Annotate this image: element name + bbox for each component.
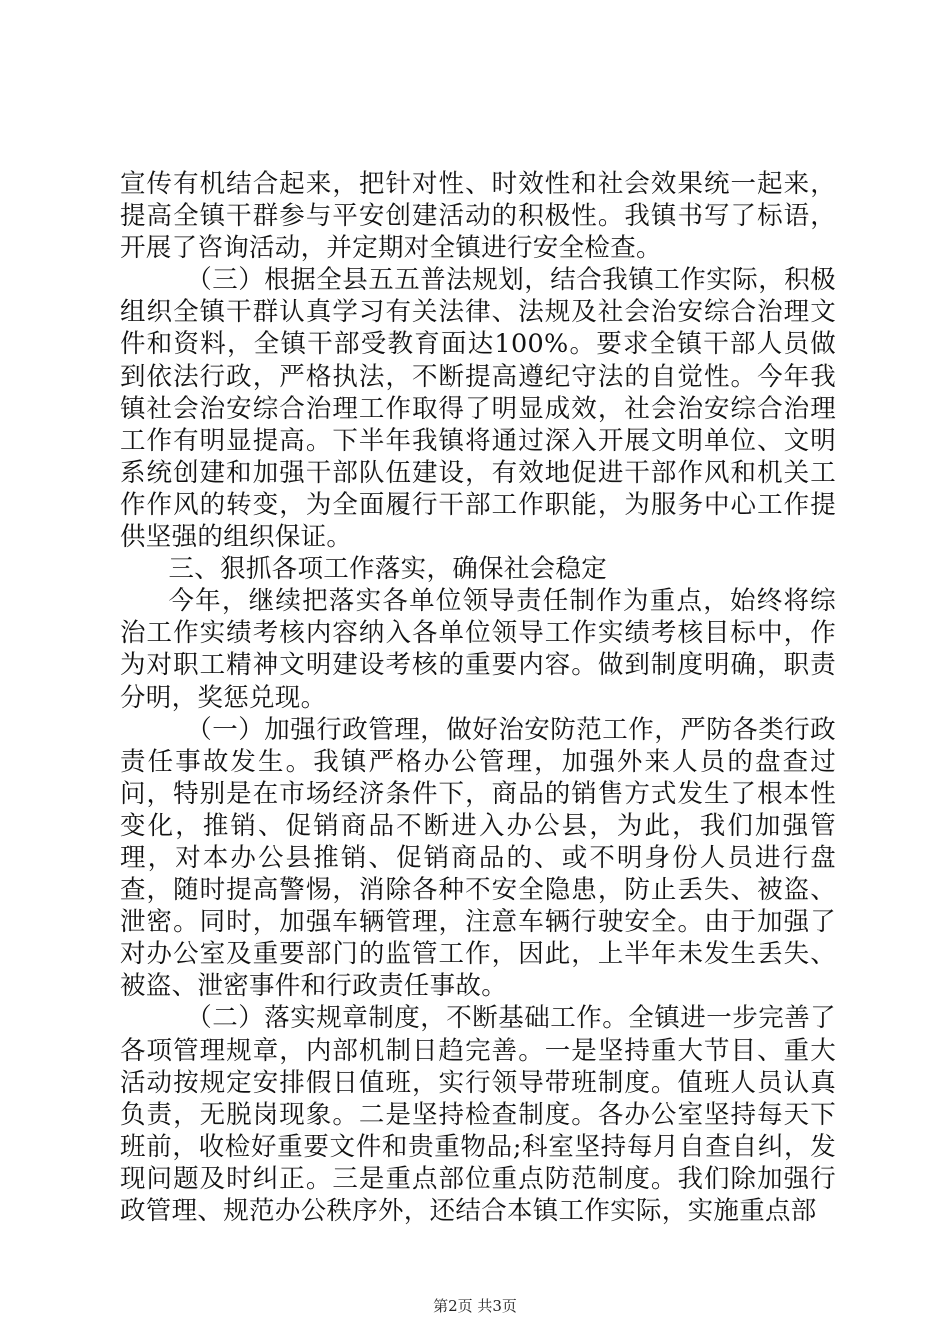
section-heading: 三、狠抓各项工作落实，确保社会稳定 bbox=[168, 554, 608, 585]
paragraph-section-2: （二）落实规章制度，不断基础工作。全镇进一步完善了各项管理规章，内部机制日趋完善。一是坚持重大节目、重大活动按规定安排假日值班，实行领导带班制度。值班人员认真负责，无脱岗现象。二是坚持检查制度。各办公室坚持每天下班前，收检好重要文件和贵重物品;科室坚持每月自查自纠，发现问题及时纠正。三是重点部位重点防范制度。我们除加强行政管理、规范办公秩序外，还结合本镇工作实际，实施重点部 bbox=[120, 1003, 836, 1226]
paragraph-section-3: （三）根据全县五五普法规划，结合我镇工作实际，积极组织全镇干群认真学习有关法律、法规及社会治安综合治理文件和资料，全镇干部受教育面达100%。要求全镇干部人员做到依法行政，严格执法，不断提高遵纪守法的自觉性。今年我镇社会治安综合治理工作取得了明显成效，社会治安综合治理工作有明显提高。下半年我镇将通过深入开展文明单位、文明系统创建和加强干部队伍建设，有效地促进干部作风和机关工作作风的转变，为全面履行干部工作职能，为服务中心工作提供坚强的组织保证。 bbox=[120, 265, 836, 553]
paragraph-section-1: （一）加强行政管理，做好治安防范工作，严防各类行政责任事故发生。我镇严格办公管理，加强外来人员的盘查过问，特别是在市场经济条件下，商品的销售方式发生了根本性变化，推销、促销商品不断进入办公县，为此，我们加强管理，对本办公县推销、促销商品的、或不明身份人员进行盘查，随时提高警惕，消除各种不安全隐患，防止丢失、被盗、泄密。同时，加强车辆管理，注意车辆行驶安全。由于加强了对办公室及重要部门的监管工作，因此，上半年未发生丢失、被盗、泄密事件和行政责任事故。 bbox=[120, 714, 836, 1002]
paragraph-intro: 今年，继续把落实各单位领导责任制作为重点，始终将综治工作实绩考核内容纳入各单位领导工作实绩考核目标中，作为对职工精神文明建设考核的重要内容。做到制度明确，职责分明，奖惩兑现。 bbox=[120, 586, 836, 713]
document-body bbox=[120, 168, 836, 1227]
page-number: 第2页 共3页 bbox=[433, 1297, 517, 1315]
paragraph-continuation: 宣传有机结合起来，把针对性、时效性和社会效果统一起来，提高全镇干群参与平安创建活动的积极性。我镇书写了标语，开展了咨询活动，并定期对全镇进行安全检查。 bbox=[120, 169, 836, 264]
page-footer bbox=[0, 1296, 950, 1316]
